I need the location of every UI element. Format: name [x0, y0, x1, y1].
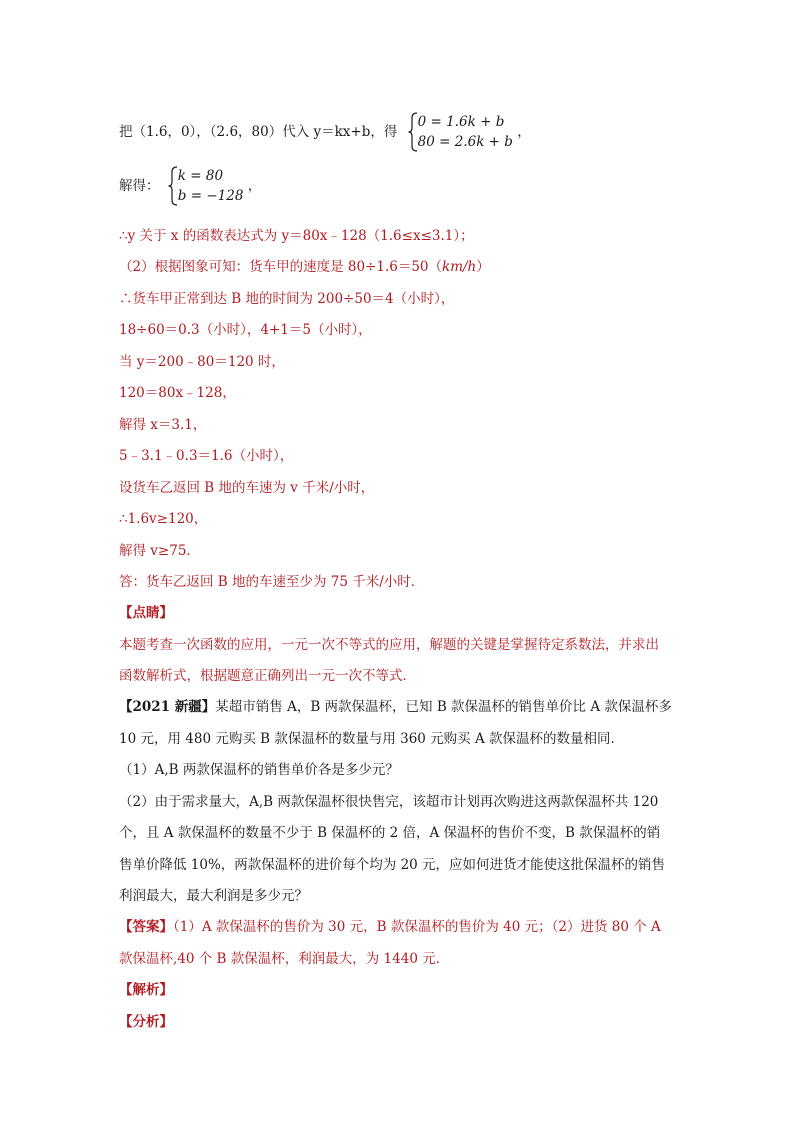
left-brace-icon	[168, 166, 178, 206]
problem-line-6: 售单价降低 10%，两款保温杯的进价每个均为 20 元，应如何进货才能使这批保温杯的销售	[119, 857, 666, 873]
solution-line-6: 120＝80x﹣128，	[119, 385, 236, 401]
problem-line-1	[119, 697, 672, 717]
speed-close: ）	[476, 259, 490, 275]
equation-suffix: ，	[517, 124, 531, 140]
speed-text: （2）根据图象可知：货车甲的速度是 80÷1.6＝50（	[119, 259, 443, 275]
solve-row-1: k = 80	[177, 168, 224, 184]
problem-line-7: 利润最大，最大利润是多少元？	[119, 888, 308, 904]
solution-line-2	[119, 257, 490, 277]
unit-text: km/h	[442, 259, 477, 275]
problem-line-4: （2）由于需求量大，A,B 两款保温杯很快售完，该超市计划再次购进这两款保温杯共 120	[119, 794, 659, 810]
equation-system-2	[168, 166, 244, 206]
solution-line-11: 解得 v≥75．	[119, 543, 200, 559]
substitution-line	[119, 112, 531, 160]
solution-line-10: ∴1.6v≥120，	[119, 511, 208, 527]
problem-line-3: （1）A,B 两款保温杯的销售单价各是多少元？	[119, 762, 399, 778]
comment-line-1: 本题考查一次函数的应用，一元一次不等式的应用，解题的关键是掌握待定系数法，并求出	[119, 637, 659, 653]
comment-title: 【点睛】	[119, 605, 173, 621]
fenxi-tag: 【分析】	[119, 1014, 173, 1030]
comment-line-2: 函数解析式，根据题意正确列出一元一次不等式．	[119, 668, 416, 684]
solve-line	[119, 166, 261, 212]
solve-text: 解得：	[119, 178, 160, 194]
problem-tag: 【2021 新疆】	[119, 699, 216, 715]
problem-line-5: 个，且 A 款保温杯的数量不少于 B 保温杯的 2 倍，A 保温杯的售价不变，B 款保温杯的销	[119, 825, 661, 841]
solution-line-3: ∴货车甲正常到达 B 地的时间为 200÷50＝4（小时），	[119, 291, 455, 307]
equation-row-2: 80 = 2.6k + b	[417, 134, 513, 150]
solution-line-5: 当 y＝200﹣80＝120 时，	[119, 354, 285, 370]
answer-line-1	[119, 917, 661, 937]
solution-line-7: 解得 x＝3.1，	[119, 417, 207, 433]
analysis-tag: 【解析】	[119, 982, 173, 998]
solution-line-4: 18÷60＝0.3（小时），4+1＝5（小时），	[119, 322, 372, 338]
answer-text: （1）A 款保温杯的售价为 30 元，B 款保温杯的售价为 40 元；（2）进货 80 个 A	[173, 919, 661, 935]
substitution-text: 把（1.6，0），（2.6，80）代入 y＝kx+b，得	[119, 124, 398, 140]
equation-system-1	[408, 112, 513, 152]
solution-line-8: 5﹣3.1﹣0.3＝1.6（小时），	[119, 448, 294, 464]
equation-row-1: 0 = 1.6k + b	[417, 114, 505, 130]
left-brace-icon	[408, 112, 418, 152]
solve-row-2: b = −128	[177, 188, 244, 204]
answer-line-2: 款保温杯,40 个 B 款保温杯，利润最大，为 1440 元．	[119, 951, 450, 967]
answer-tag: 【答案】	[119, 919, 173, 935]
problem-line-2: 10 元，用 480 元购买 B 款保温杯的数量与用 360 元购买 A 款保温杯的数量相同．	[119, 731, 625, 747]
problem-text: 某超市销售 A，B 两款保温杯，已知 B 款保温杯的销售单价比 A 款保温杯多	[215, 699, 672, 715]
solution-line-9: 设货车乙返回 B 地的车速为 v 千米/小时，	[119, 480, 375, 496]
solution-line-12: 答：货车乙返回 B 地的车速至少为 75 千米/小时．	[119, 574, 425, 590]
solve-suffix: ，	[247, 178, 262, 194]
solution-line-1: ∴y 关于 x 的函数表达式为 y＝80x﹣128（1.6≤x≤3.1）；	[119, 228, 474, 244]
